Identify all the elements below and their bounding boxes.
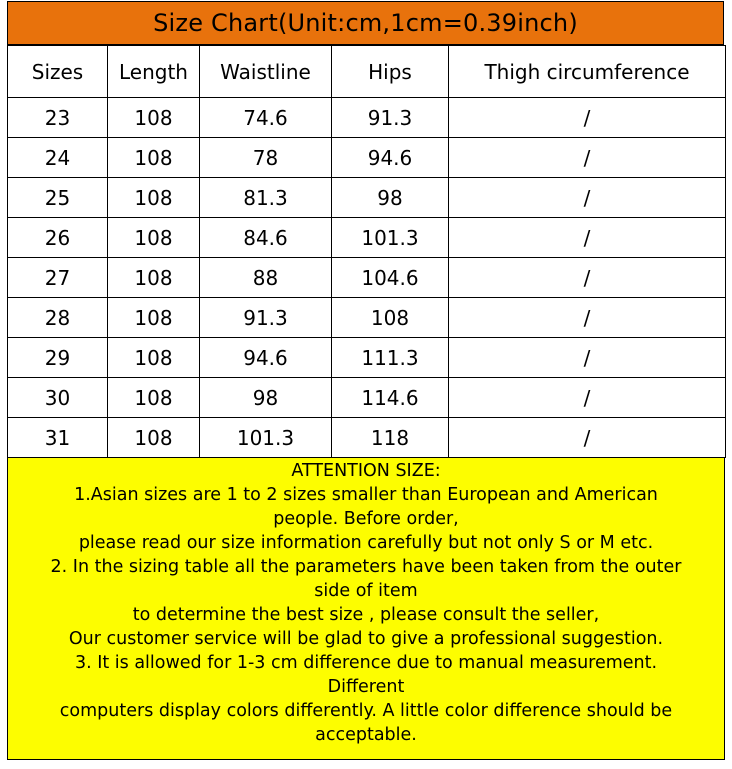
notice-heading: ATTENTION SIZE: [291,461,441,481]
cell-length: 108 [108,378,200,418]
cell-hips: 111.3 [332,338,449,378]
cell-size: 24 [8,138,108,178]
notice-line: acceptable. [315,725,417,745]
cell-thigh: / [449,98,726,138]
cell-size: 28 [8,298,108,338]
table-row [8,98,726,138]
cell-hips: 104.6 [332,258,449,298]
table-row [8,338,726,378]
cell-size: 27 [8,258,108,298]
notice-line: to determine the best size , please consult the seller, [132,605,600,625]
table-row [8,258,726,298]
cell-thigh: / [449,178,726,218]
cell-thigh: / [449,218,726,258]
cell-size: 23 [8,98,108,138]
cell-hips: 91.3 [332,98,449,138]
cell-thigh: / [449,378,726,418]
header-length: Length [108,46,200,98]
cell-hips: 108 [332,298,449,338]
cell-size: 26 [8,218,108,258]
cell-size: 31 [8,418,108,458]
notice-line: 1.Asian sizes are 1 to 2 sizes smaller than European and American [74,485,658,505]
chart-title: Size Chart(Unit:cm,1cm=0.39inch) [7,1,724,45]
cell-waistline: 88 [200,258,332,298]
cell-waistline: 74.6 [200,98,332,138]
cell-length: 108 [108,98,200,138]
cell-length: 108 [108,338,200,378]
cell-length: 108 [108,178,200,218]
cell-size: 30 [8,378,108,418]
table-row [8,298,726,338]
table-header-row [8,46,726,98]
notice-line: 2. In the sizing table all the parameters have been taken from the outer [50,557,682,577]
notice-line: 3. It is allowed for 1-3 cm difference due to manual measurement. [74,653,658,673]
cell-length: 108 [108,218,200,258]
cell-hips: 98 [332,178,449,218]
cell-size: 29 [8,338,108,378]
table-row [8,418,726,458]
header-waistline: Waistline [200,46,332,98]
cell-hips: 118 [332,418,449,458]
header-thigh-circumference: Thigh circumference [449,46,726,98]
notice-line: side of item [314,581,418,601]
cell-thigh: / [449,138,726,178]
cell-waistline: 101.3 [200,418,332,458]
table-row [8,378,726,418]
cell-waistline: 94.6 [200,338,332,378]
header-hips: Hips [332,46,449,98]
attention-notice [7,457,725,760]
notice-line: please read our size information carefully but not only S or M etc. [78,533,654,553]
size-table [7,45,726,458]
cell-waistline: 98 [200,378,332,418]
cell-hips: 114.6 [332,378,449,418]
notice-line: people. Before order, [273,509,459,529]
cell-length: 108 [108,138,200,178]
header-sizes: Sizes [8,46,108,98]
cell-waistline: 84.6 [200,218,332,258]
cell-length: 108 [108,258,200,298]
cell-thigh: / [449,258,726,298]
cell-hips: 101.3 [332,218,449,258]
table-row [8,178,726,218]
cell-size: 25 [8,178,108,218]
notice-line: Different [327,677,405,697]
notice-line: computers display colors differently. A little color difference should be [59,701,673,721]
cell-thigh: / [449,298,726,338]
cell-waistline: 81.3 [200,178,332,218]
notice-line: Our customer service will be glad to give a professional suggestion. [68,629,664,649]
table-row [8,138,726,178]
cell-waistline: 78 [200,138,332,178]
cell-hips: 94.6 [332,138,449,178]
cell-thigh: / [449,418,726,458]
table-row [8,218,726,258]
cell-waistline: 91.3 [200,298,332,338]
cell-length: 108 [108,298,200,338]
cell-thigh: / [449,338,726,378]
cell-length: 108 [108,418,200,458]
